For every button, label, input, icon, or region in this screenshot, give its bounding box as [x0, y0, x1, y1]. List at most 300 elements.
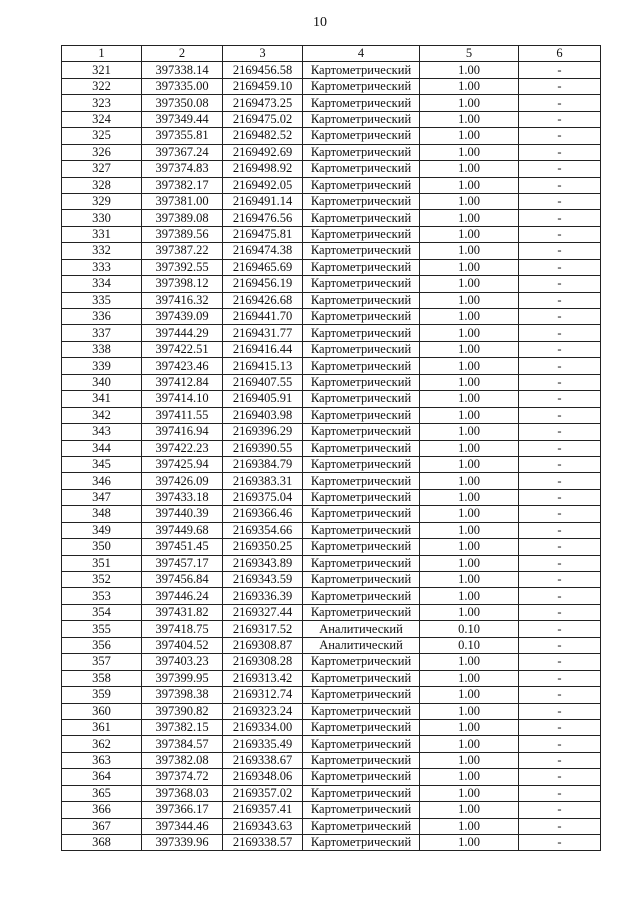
description-cell: -: [519, 424, 601, 440]
x-coordinate-cell: 397414.10: [142, 391, 223, 407]
point-number-cell: 328: [62, 177, 142, 193]
accuracy-cell: 0.10: [420, 637, 519, 653]
description-cell: -: [519, 489, 601, 505]
table-row: [62, 358, 601, 374]
description-cell: -: [519, 259, 601, 275]
accuracy-cell: 1.00: [420, 473, 519, 489]
point-number-cell: 362: [62, 736, 142, 752]
point-number-cell: 323: [62, 95, 142, 111]
table-row: [62, 276, 601, 292]
method-cell: Картометрический: [303, 309, 420, 325]
point-number-cell: 344: [62, 440, 142, 456]
accuracy-cell: 1.00: [420, 604, 519, 620]
table-row: [62, 259, 601, 275]
x-coordinate-cell: 397382.17: [142, 177, 223, 193]
method-cell: Картометрический: [303, 358, 420, 374]
x-coordinate-cell: 397444.29: [142, 325, 223, 341]
x-coordinate-cell: 397423.46: [142, 358, 223, 374]
description-cell: -: [519, 604, 601, 620]
y-coordinate-cell: 2169354.66: [223, 522, 303, 538]
point-number-cell: 340: [62, 374, 142, 390]
table-row: [62, 78, 601, 94]
y-coordinate-cell: 2169441.70: [223, 309, 303, 325]
y-coordinate-cell: 2169405.91: [223, 391, 303, 407]
table-row: [62, 604, 601, 620]
x-coordinate-cell: 397387.22: [142, 243, 223, 259]
x-coordinate-cell: 397451.45: [142, 539, 223, 555]
y-coordinate-cell: 2169317.52: [223, 621, 303, 637]
y-coordinate-cell: 2169390.55: [223, 440, 303, 456]
method-cell: Картометрический: [303, 835, 420, 851]
accuracy-cell: 1.00: [420, 309, 519, 325]
point-number-cell: 350: [62, 539, 142, 555]
table-row: [62, 539, 601, 555]
point-number-cell: 334: [62, 276, 142, 292]
point-number-cell: 366: [62, 802, 142, 818]
y-coordinate-cell: 2169348.06: [223, 769, 303, 785]
point-number-cell: 345: [62, 456, 142, 472]
point-number-cell: 321: [62, 62, 142, 78]
accuracy-cell: 1.00: [420, 539, 519, 555]
table-row: [62, 161, 601, 177]
table-row: [62, 144, 601, 160]
accuracy-cell: 1.00: [420, 670, 519, 686]
x-coordinate-cell: 397374.83: [142, 161, 223, 177]
method-cell: Картометрический: [303, 292, 420, 308]
point-number-cell: 367: [62, 818, 142, 834]
y-coordinate-cell: 2169323.24: [223, 703, 303, 719]
point-number-cell: 359: [62, 687, 142, 703]
point-number-cell: 325: [62, 128, 142, 144]
point-number-cell: 365: [62, 785, 142, 801]
table-row: [62, 769, 601, 785]
method-cell: Картометрический: [303, 489, 420, 505]
y-coordinate-cell: 2169491.14: [223, 193, 303, 209]
table-row: [62, 752, 601, 768]
method-cell: Картометрический: [303, 374, 420, 390]
point-number-cell: 341: [62, 391, 142, 407]
description-cell: -: [519, 325, 601, 341]
accuracy-cell: 1.00: [420, 177, 519, 193]
accuracy-cell: 1.00: [420, 522, 519, 538]
method-cell: Картометрический: [303, 424, 420, 440]
x-coordinate-cell: 397335.00: [142, 78, 223, 94]
accuracy-cell: 1.00: [420, 654, 519, 670]
method-cell: Картометрический: [303, 161, 420, 177]
x-coordinate-cell: 397456.84: [142, 572, 223, 588]
x-coordinate-cell: 397389.56: [142, 226, 223, 242]
header-cell-method: 4: [303, 46, 420, 62]
x-coordinate-cell: 397411.55: [142, 407, 223, 423]
x-coordinate-cell: 397381.00: [142, 193, 223, 209]
table-row: [62, 670, 601, 686]
table-row: [62, 572, 601, 588]
point-number-cell: 354: [62, 604, 142, 620]
method-cell: Картометрический: [303, 588, 420, 604]
y-coordinate-cell: 2169474.38: [223, 243, 303, 259]
x-coordinate-cell: 397339.96: [142, 835, 223, 851]
x-coordinate-cell: 397389.08: [142, 210, 223, 226]
point-number-cell: 333: [62, 259, 142, 275]
description-cell: -: [519, 276, 601, 292]
description-cell: -: [519, 78, 601, 94]
table-row: [62, 637, 601, 653]
x-coordinate-cell: 397416.94: [142, 424, 223, 440]
method-cell: Картометрический: [303, 818, 420, 834]
description-cell: -: [519, 621, 601, 637]
description-cell: -: [519, 292, 601, 308]
description-cell: -: [519, 473, 601, 489]
x-coordinate-cell: 397338.14: [142, 62, 223, 78]
description-cell: -: [519, 177, 601, 193]
table-row: [62, 736, 601, 752]
description-cell: -: [519, 506, 601, 522]
table-row: [62, 719, 601, 735]
x-coordinate-cell: 397368.03: [142, 785, 223, 801]
point-number-cell: 322: [62, 78, 142, 94]
point-number-cell: 329: [62, 193, 142, 209]
table-row: [62, 588, 601, 604]
x-coordinate-cell: 397457.17: [142, 555, 223, 571]
x-coordinate-cell: 397439.09: [142, 309, 223, 325]
accuracy-cell: 1.00: [420, 128, 519, 144]
coordinates-table: [61, 45, 601, 851]
description-cell: -: [519, 358, 601, 374]
y-coordinate-cell: 2169327.44: [223, 604, 303, 620]
accuracy-cell: 1.00: [420, 62, 519, 78]
x-coordinate-cell: 397426.09: [142, 473, 223, 489]
table-body: [62, 62, 601, 851]
header-cell-point-number: 1: [62, 46, 142, 62]
method-cell: Картометрический: [303, 111, 420, 127]
description-cell: -: [519, 128, 601, 144]
table-row: [62, 111, 601, 127]
description-cell: -: [519, 161, 601, 177]
description-cell: -: [519, 407, 601, 423]
header-cell-x: 2: [142, 46, 223, 62]
accuracy-cell: 1.00: [420, 161, 519, 177]
description-cell: -: [519, 719, 601, 735]
method-cell: Картометрический: [303, 128, 420, 144]
table-row: [62, 440, 601, 456]
description-cell: -: [519, 654, 601, 670]
x-coordinate-cell: 397390.82: [142, 703, 223, 719]
accuracy-cell: 1.00: [420, 456, 519, 472]
table-row: [62, 309, 601, 325]
description-cell: -: [519, 802, 601, 818]
x-coordinate-cell: 397399.95: [142, 670, 223, 686]
description-cell: -: [519, 588, 601, 604]
table-row: [62, 654, 601, 670]
header-cell-description: 6: [519, 46, 601, 62]
point-number-cell: 363: [62, 752, 142, 768]
point-number-cell: 332: [62, 243, 142, 259]
method-cell: Картометрический: [303, 539, 420, 555]
accuracy-cell: 1.00: [420, 555, 519, 571]
y-coordinate-cell: 2169396.29: [223, 424, 303, 440]
description-cell: -: [519, 456, 601, 472]
point-number-cell: 342: [62, 407, 142, 423]
x-coordinate-cell: 397416.32: [142, 292, 223, 308]
point-number-cell: 327: [62, 161, 142, 177]
method-cell: Картометрический: [303, 78, 420, 94]
header-cell-y: 3: [223, 46, 303, 62]
point-number-cell: 353: [62, 588, 142, 604]
point-number-cell: 335: [62, 292, 142, 308]
y-coordinate-cell: 2169416.44: [223, 341, 303, 357]
method-cell: Картометрический: [303, 210, 420, 226]
description-cell: -: [519, 687, 601, 703]
table-row: [62, 802, 601, 818]
accuracy-cell: 1.00: [420, 226, 519, 242]
y-coordinate-cell: 2169498.92: [223, 161, 303, 177]
y-coordinate-cell: 2169426.68: [223, 292, 303, 308]
table-row: [62, 177, 601, 193]
point-number-cell: 358: [62, 670, 142, 686]
table-row: [62, 226, 601, 242]
x-coordinate-cell: 397412.84: [142, 374, 223, 390]
accuracy-cell: 1.00: [420, 703, 519, 719]
y-coordinate-cell: 2169431.77: [223, 325, 303, 341]
point-number-cell: 326: [62, 144, 142, 160]
y-coordinate-cell: 2169357.02: [223, 785, 303, 801]
x-coordinate-cell: 397418.75: [142, 621, 223, 637]
accuracy-cell: 1.00: [420, 276, 519, 292]
x-coordinate-cell: 397398.12: [142, 276, 223, 292]
x-coordinate-cell: 397374.72: [142, 769, 223, 785]
accuracy-cell: 1.00: [420, 440, 519, 456]
accuracy-cell: 1.00: [420, 144, 519, 160]
description-cell: -: [519, 539, 601, 555]
x-coordinate-cell: 397392.55: [142, 259, 223, 275]
method-cell: Картометрический: [303, 703, 420, 719]
table-row: [62, 341, 601, 357]
description-cell: -: [519, 703, 601, 719]
y-coordinate-cell: 2169492.05: [223, 177, 303, 193]
point-number-cell: 331: [62, 226, 142, 242]
x-coordinate-cell: 397425.94: [142, 456, 223, 472]
y-coordinate-cell: 2169308.87: [223, 637, 303, 653]
y-coordinate-cell: 2169343.63: [223, 818, 303, 834]
point-number-cell: 337: [62, 325, 142, 341]
point-number-cell: 364: [62, 769, 142, 785]
accuracy-cell: 1.00: [420, 506, 519, 522]
table-row: [62, 785, 601, 801]
table-row: [62, 687, 601, 703]
accuracy-cell: 1.00: [420, 78, 519, 94]
accuracy-cell: 1.00: [420, 259, 519, 275]
point-number-cell: 338: [62, 341, 142, 357]
y-coordinate-cell: 2169338.67: [223, 752, 303, 768]
accuracy-cell: 1.00: [420, 193, 519, 209]
accuracy-cell: 1.00: [420, 687, 519, 703]
method-cell: Картометрический: [303, 769, 420, 785]
accuracy-cell: 0.10: [420, 621, 519, 637]
description-cell: -: [519, 111, 601, 127]
table-row: [62, 424, 601, 440]
description-cell: -: [519, 522, 601, 538]
accuracy-cell: 1.00: [420, 358, 519, 374]
y-coordinate-cell: 2169357.41: [223, 802, 303, 818]
y-coordinate-cell: 2169313.42: [223, 670, 303, 686]
accuracy-cell: 1.00: [420, 736, 519, 752]
y-coordinate-cell: 2169336.39: [223, 588, 303, 604]
y-coordinate-cell: 2169473.25: [223, 95, 303, 111]
method-cell: Картометрический: [303, 802, 420, 818]
x-coordinate-cell: 397384.57: [142, 736, 223, 752]
table-row: [62, 62, 601, 78]
description-cell: -: [519, 835, 601, 851]
y-coordinate-cell: 2169312.74: [223, 687, 303, 703]
table-row: [62, 95, 601, 111]
y-coordinate-cell: 2169403.98: [223, 407, 303, 423]
y-coordinate-cell: 2169475.81: [223, 226, 303, 242]
point-number-cell: 349: [62, 522, 142, 538]
x-coordinate-cell: 397398.38: [142, 687, 223, 703]
description-cell: -: [519, 637, 601, 653]
table-row: [62, 243, 601, 259]
x-coordinate-cell: 397349.44: [142, 111, 223, 127]
description-cell: -: [519, 243, 601, 259]
y-coordinate-cell: 2169456.58: [223, 62, 303, 78]
description-cell: -: [519, 309, 601, 325]
point-number-cell: 347: [62, 489, 142, 505]
method-cell: Картометрический: [303, 95, 420, 111]
y-coordinate-cell: 2169456.19: [223, 276, 303, 292]
method-cell: Картометрический: [303, 391, 420, 407]
x-coordinate-cell: 397355.81: [142, 128, 223, 144]
y-coordinate-cell: 2169492.69: [223, 144, 303, 160]
y-coordinate-cell: 2169465.69: [223, 259, 303, 275]
table-row: [62, 506, 601, 522]
table-row: [62, 621, 601, 637]
description-cell: -: [519, 572, 601, 588]
point-number-cell: 351: [62, 555, 142, 571]
accuracy-cell: 1.00: [420, 391, 519, 407]
method-cell: Картометрический: [303, 177, 420, 193]
accuracy-cell: 1.00: [420, 292, 519, 308]
description-cell: -: [519, 818, 601, 834]
method-cell: Картометрический: [303, 456, 420, 472]
accuracy-cell: 1.00: [420, 243, 519, 259]
accuracy-cell: 1.00: [420, 769, 519, 785]
y-coordinate-cell: 2169366.46: [223, 506, 303, 522]
y-coordinate-cell: 2169335.49: [223, 736, 303, 752]
table-row: [62, 325, 601, 341]
method-cell: Картометрический: [303, 506, 420, 522]
y-coordinate-cell: 2169407.55: [223, 374, 303, 390]
method-cell: Картометрический: [303, 752, 420, 768]
accuracy-cell: 1.00: [420, 341, 519, 357]
x-coordinate-cell: 397382.08: [142, 752, 223, 768]
method-cell: Аналитический: [303, 637, 420, 653]
table-row: [62, 522, 601, 538]
accuracy-cell: 1.00: [420, 752, 519, 768]
point-number-cell: 343: [62, 424, 142, 440]
description-cell: -: [519, 555, 601, 571]
point-number-cell: 324: [62, 111, 142, 127]
y-coordinate-cell: 2169343.59: [223, 572, 303, 588]
table-row: [62, 210, 601, 226]
table-row: [62, 374, 601, 390]
y-coordinate-cell: 2169415.13: [223, 358, 303, 374]
method-cell: Картометрический: [303, 440, 420, 456]
description-cell: -: [519, 62, 601, 78]
y-coordinate-cell: 2169482.52: [223, 128, 303, 144]
accuracy-cell: 1.00: [420, 785, 519, 801]
accuracy-cell: 1.00: [420, 719, 519, 735]
point-number-cell: 346: [62, 473, 142, 489]
method-cell: Картометрический: [303, 243, 420, 259]
y-coordinate-cell: 2169350.25: [223, 539, 303, 555]
x-coordinate-cell: 397422.23: [142, 440, 223, 456]
y-coordinate-cell: 2169375.04: [223, 489, 303, 505]
x-coordinate-cell: 397344.46: [142, 818, 223, 834]
point-number-cell: 355: [62, 621, 142, 637]
x-coordinate-cell: 397422.51: [142, 341, 223, 357]
y-coordinate-cell: 2169384.79: [223, 456, 303, 472]
method-cell: Картометрический: [303, 62, 420, 78]
header-row: [62, 46, 601, 62]
accuracy-cell: 1.00: [420, 407, 519, 423]
point-number-cell: 360: [62, 703, 142, 719]
x-coordinate-cell: 397404.52: [142, 637, 223, 653]
point-number-cell: 368: [62, 835, 142, 851]
method-cell: Картометрический: [303, 572, 420, 588]
accuracy-cell: 1.00: [420, 210, 519, 226]
table-row: [62, 818, 601, 834]
table-row: [62, 703, 601, 719]
method-cell: Картометрический: [303, 687, 420, 703]
point-number-cell: 352: [62, 572, 142, 588]
point-number-cell: 356: [62, 637, 142, 653]
description-cell: -: [519, 193, 601, 209]
table-row: [62, 128, 601, 144]
point-number-cell: 348: [62, 506, 142, 522]
table-row: [62, 292, 601, 308]
x-coordinate-cell: 397382.15: [142, 719, 223, 735]
method-cell: Картометрический: [303, 654, 420, 670]
page-number: 10: [313, 15, 327, 30]
method-cell: Картометрический: [303, 193, 420, 209]
table-row: [62, 555, 601, 571]
method-cell: Картометрический: [303, 555, 420, 571]
table-row: [62, 193, 601, 209]
table-header: [62, 46, 601, 62]
method-cell: Картометрический: [303, 226, 420, 242]
description-cell: -: [519, 736, 601, 752]
table-row: [62, 835, 601, 851]
method-cell: Картометрический: [303, 670, 420, 686]
accuracy-cell: 1.00: [420, 489, 519, 505]
y-coordinate-cell: 2169338.57: [223, 835, 303, 851]
description-cell: -: [519, 374, 601, 390]
header-cell-accuracy: 5: [420, 46, 519, 62]
table-row: [62, 489, 601, 505]
method-cell: Картометрический: [303, 604, 420, 620]
description-cell: -: [519, 440, 601, 456]
x-coordinate-cell: 397403.23: [142, 654, 223, 670]
y-coordinate-cell: 2169476.56: [223, 210, 303, 226]
description-cell: -: [519, 341, 601, 357]
description-cell: -: [519, 785, 601, 801]
description-cell: -: [519, 226, 601, 242]
method-cell: Картометрический: [303, 341, 420, 357]
method-cell: Картометрический: [303, 736, 420, 752]
accuracy-cell: 1.00: [420, 802, 519, 818]
accuracy-cell: 1.00: [420, 374, 519, 390]
table-row: [62, 391, 601, 407]
